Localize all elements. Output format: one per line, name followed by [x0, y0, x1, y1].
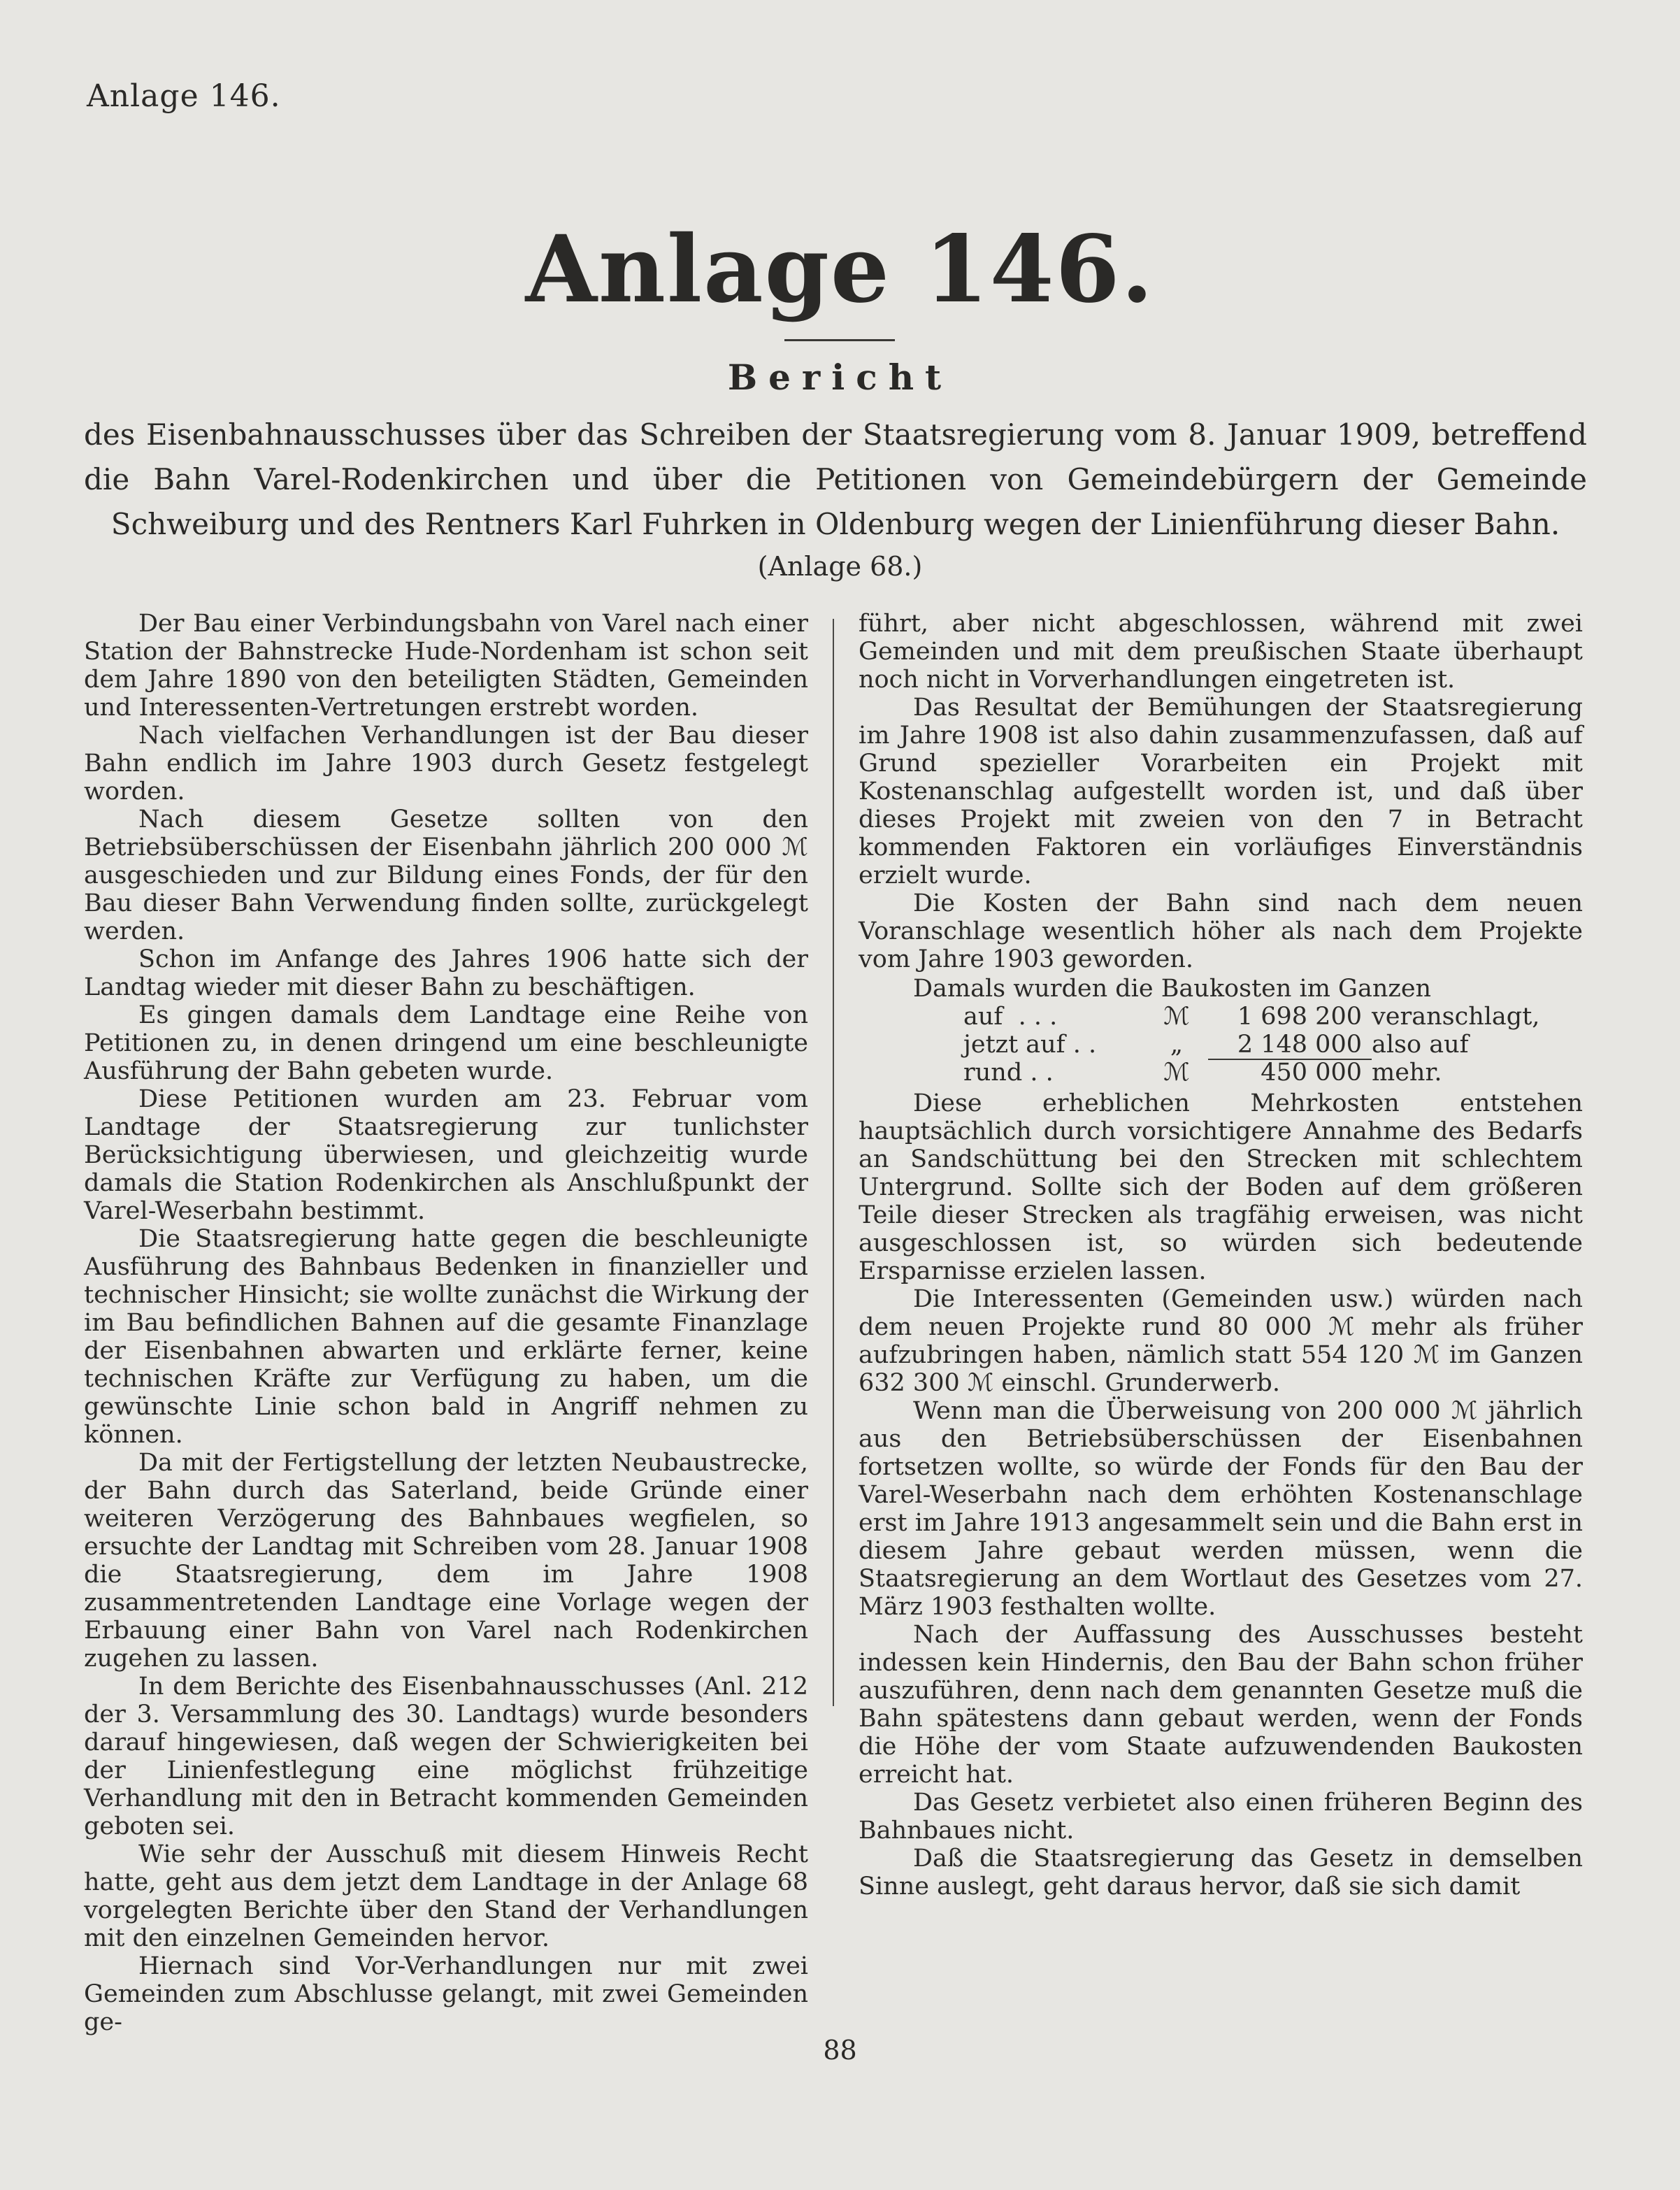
- paragraph: Daß die Staatsregierung das Gesetz in demselben Sinne auslegt, geht daraus hervor, daß sie sich damit: [859, 1845, 1583, 1901]
- cost-table-lead: Damals wurden die Baukosten im Ganzen: [913, 975, 1432, 1003]
- paragraph: Die Interessenten (Gemeinden usw.) würden nach dem neuen Projekte rund 80 000 ℳ mehr als früher aufzubringen haben, nämlich statt 554 120 ℳ im Ganzen 632 300 ℳ einschl. Grunderwerb.: [859, 1285, 1583, 1397]
- cost-note: also auf: [1372, 1031, 1469, 1059]
- cost-amount: 450 000: [1261, 1059, 1362, 1087]
- cost-label: rund . .: [963, 1059, 1054, 1087]
- currency-sign: „: [1170, 1031, 1184, 1059]
- paragraph: Es gingen damals dem Landtage eine Reihe von Petitionen zu, in denen dringend um eine beschleunigte Ausführung der Bahn gebeten wurde.: [84, 1001, 808, 1085]
- report-heading: Bericht: [727, 357, 953, 398]
- paragraph: Wie sehr der Ausschuß mit diesem Hinweis Recht hatte, geht aus dem jetzt dem Landtage in der Anlage 68 vorgelegten Berichte über den Stand der Verhandlungen mit den einzelnen Gemeinden hervor.: [84, 1840, 808, 1952]
- paragraph: Schon im Anfange des Jahres 1906 hatte sich der Landtag wieder mit dieser Bahn zu beschäftigen.: [84, 945, 808, 1001]
- currency-sign: ℳ: [1163, 1059, 1190, 1087]
- currency-sign: ℳ: [1163, 1003, 1190, 1031]
- left-column: [84, 610, 808, 2036]
- cost-note: mehr.: [1372, 1059, 1442, 1087]
- paragraph: Die Kosten der Bahn sind nach dem neuen Voranschlage wesentlich höher als nach dem Projekte vom Jahre 1903 geworden.: [859, 889, 1583, 973]
- paragraph: Wenn man die Überweisung von 200 000 ℳ jährlich aus den Betriebsüberschüssen der Eisenbahnen fortsetzen wollte, so würde der Fonds für den Bau der Varel-Weserbahn nach dem erhöhten Kostenanschlage erst im Jahre 1913 angesammelt sein und die Bahn erst in diesem Jahre gebaut werden müssen, wenn die Staatsregierung an dem Wortlaut des Gesetzes vom 27. März 1903 festhalten wollte.: [859, 1397, 1583, 1621]
- paragraph: Nach vielfachen Verhandlungen ist der Bau dieser Bahn endlich im Jahre 1903 durch Gesetz festgelegt worden.: [84, 722, 808, 806]
- cost-label: jetzt auf . .: [963, 1031, 1097, 1059]
- cost-amount: 1 698 200: [1237, 1003, 1362, 1031]
- paragraph: Diese Petitionen wurden am 23. Februar vom Landtage der Staatsregierung zur tunlichster Berücksichtigung überwiesen, und gleichzeitig wurde damals die Station Rodenkirchen als Anschlußpunkt der Varel-Weserbahn bestimmt.: [84, 1085, 808, 1225]
- paragraph: Da mit der Fertigstellung der letzten Neubaustrecke, der Bahn durch das Saterland, beide Gründe einer weiteren Verzögerung des Bahnbaues wegfielen, so ersuchte der Landtag mit Schreiben vom 28. Januar 1908 die Staatsregierung, dem im Jahre 1908 zusammentretenden Landtage eine Vorlage wegen der Erbauung einer Bahn von Varel nach Rodenkirchen zugehen zu lassen.: [84, 1449, 808, 1673]
- page-number: 88: [823, 2035, 857, 2066]
- paragraph: Nach der Auffassung des Ausschusses besteht indessen kein Hindernis, den Bau der Bahn schon früher auszuführen, denn nach dem genannten Gesetze muß die Bahn spätestens dann gebaut werden, wenn der Fonds die Höhe der vom Staate aufzuwendenden Baukosten erreicht hat.: [859, 1621, 1583, 1789]
- paragraph: Der Bau einer Verbindungsbahn von Varel nach einer Station der Bahnstrecke Hude-Nordenham ist schon seit dem Jahre 1890 von den beteiligten Städten, Gemeinden und Interessenten-Vertretungen erstrebt worden.: [84, 610, 808, 722]
- paragraph: führt, aber nicht abgeschlossen, während mit zwei Gemeinden und mit dem preußischen Staate überhaupt noch nicht in Vorverhandlungen eingetreten ist.: [859, 610, 1583, 694]
- title-rule: [784, 339, 895, 341]
- paragraph: Diese erheblichen Mehrkosten entstehen hauptsächlich durch vorsichtigere Annahme des Bedarfs an Sandschüttung bei den Strecken mit schlechtem Untergrund. Sollte sich der Boden auf dem größeren Teile dieser Strecken als tragfähig erweisen, was nicht ausgeschlossen ist, so würden sich bedeutende Ersparnisse erzielen lassen.: [859, 1089, 1583, 1285]
- page-title: Anlage 146.: [525, 215, 1155, 324]
- annex-reference: (Anlage 68.): [757, 551, 923, 582]
- cost-row: [859, 1003, 1583, 1031]
- cost-row: [859, 1031, 1583, 1059]
- running-head: Anlage 146.: [87, 78, 281, 114]
- column-divider: [833, 619, 834, 1706]
- paragraph: Nach diesem Gesetze sollten von den Betriebsüberschüssen der Eisenbahn jährlich 200 000 ℳ ausgeschieden und zur Bildung eines Fonds, der für den Bau dieser Bahn Verwendung finden sollte, zurückgelegt werden.: [84, 806, 808, 945]
- cost-amount: 2 148 000: [1208, 1031, 1372, 1060]
- right-column: [859, 610, 1583, 1901]
- paragraph: Hiernach sind Vor-Verhandlungen nur mit zwei Gemeinden zum Abschlusse gelangt, mit zwei Gemeinden ge-: [84, 1952, 808, 2036]
- cost-table: [859, 975, 1583, 1087]
- paragraph: In dem Berichte des Eisenbahnausschusses (Anl. 212 der 3. Versammlung des 30. Landtags) wurde besonders darauf hingewiesen, daß wegen der Schwierigkeiten bei der Linienfestlegung eine möglichst frühzeitige Verhandlung mit den in Betracht kommenden Gemeinden geboten sei.: [84, 1673, 808, 1840]
- cost-note: veranschlagt,: [1372, 1003, 1540, 1031]
- report-subject: des Eisenbahnausschusses über das Schreiben der Staatsregierung vom 8. Januar 1909, betreffend die Bahn Varel-Rodenkirchen und über die Petitionen von Gemeindebürgern der Gemeinde Schweiburg und des Rentners Karl Fuhrken in Oldenburg wegen der Linienführung dieser Bahn.: [84, 417, 1587, 541]
- paragraph: Das Gesetz verbietet also einen früheren Beginn des Bahnbaues nicht.: [859, 1789, 1583, 1845]
- cost-label: auf . . .: [963, 1003, 1058, 1031]
- paragraph: Die Staatsregierung hatte gegen die beschleunigte Ausführung des Bahnbaus Bedenken in finanzieller und technischer Hinsicht; sie wollte zunächst die Wirkung der im Bau befindlichen Bahnen auf die gesamte Finanzlage der Eisenbahnen abwarten und erklärte ferner, keine technischen Kräfte zur Verfügung zu haben, um die gewünschte Linie schon bald in Angriff nehmen zu können.: [84, 1225, 808, 1449]
- paragraph: Das Resultat der Bemühungen der Staatsregierung im Jahre 1908 ist also dahin zusammenzufassen, daß auf Grund spezieller Vorarbeiten ein Projekt mit Kostenanschlag aufgestellt worden ist, und daß über dieses Projekt mit zweien von den 7 in Betracht kommenden Faktoren ein vorläufiges Einverständnis erzielt wurde.: [859, 694, 1583, 889]
- cost-row: [859, 1059, 1583, 1087]
